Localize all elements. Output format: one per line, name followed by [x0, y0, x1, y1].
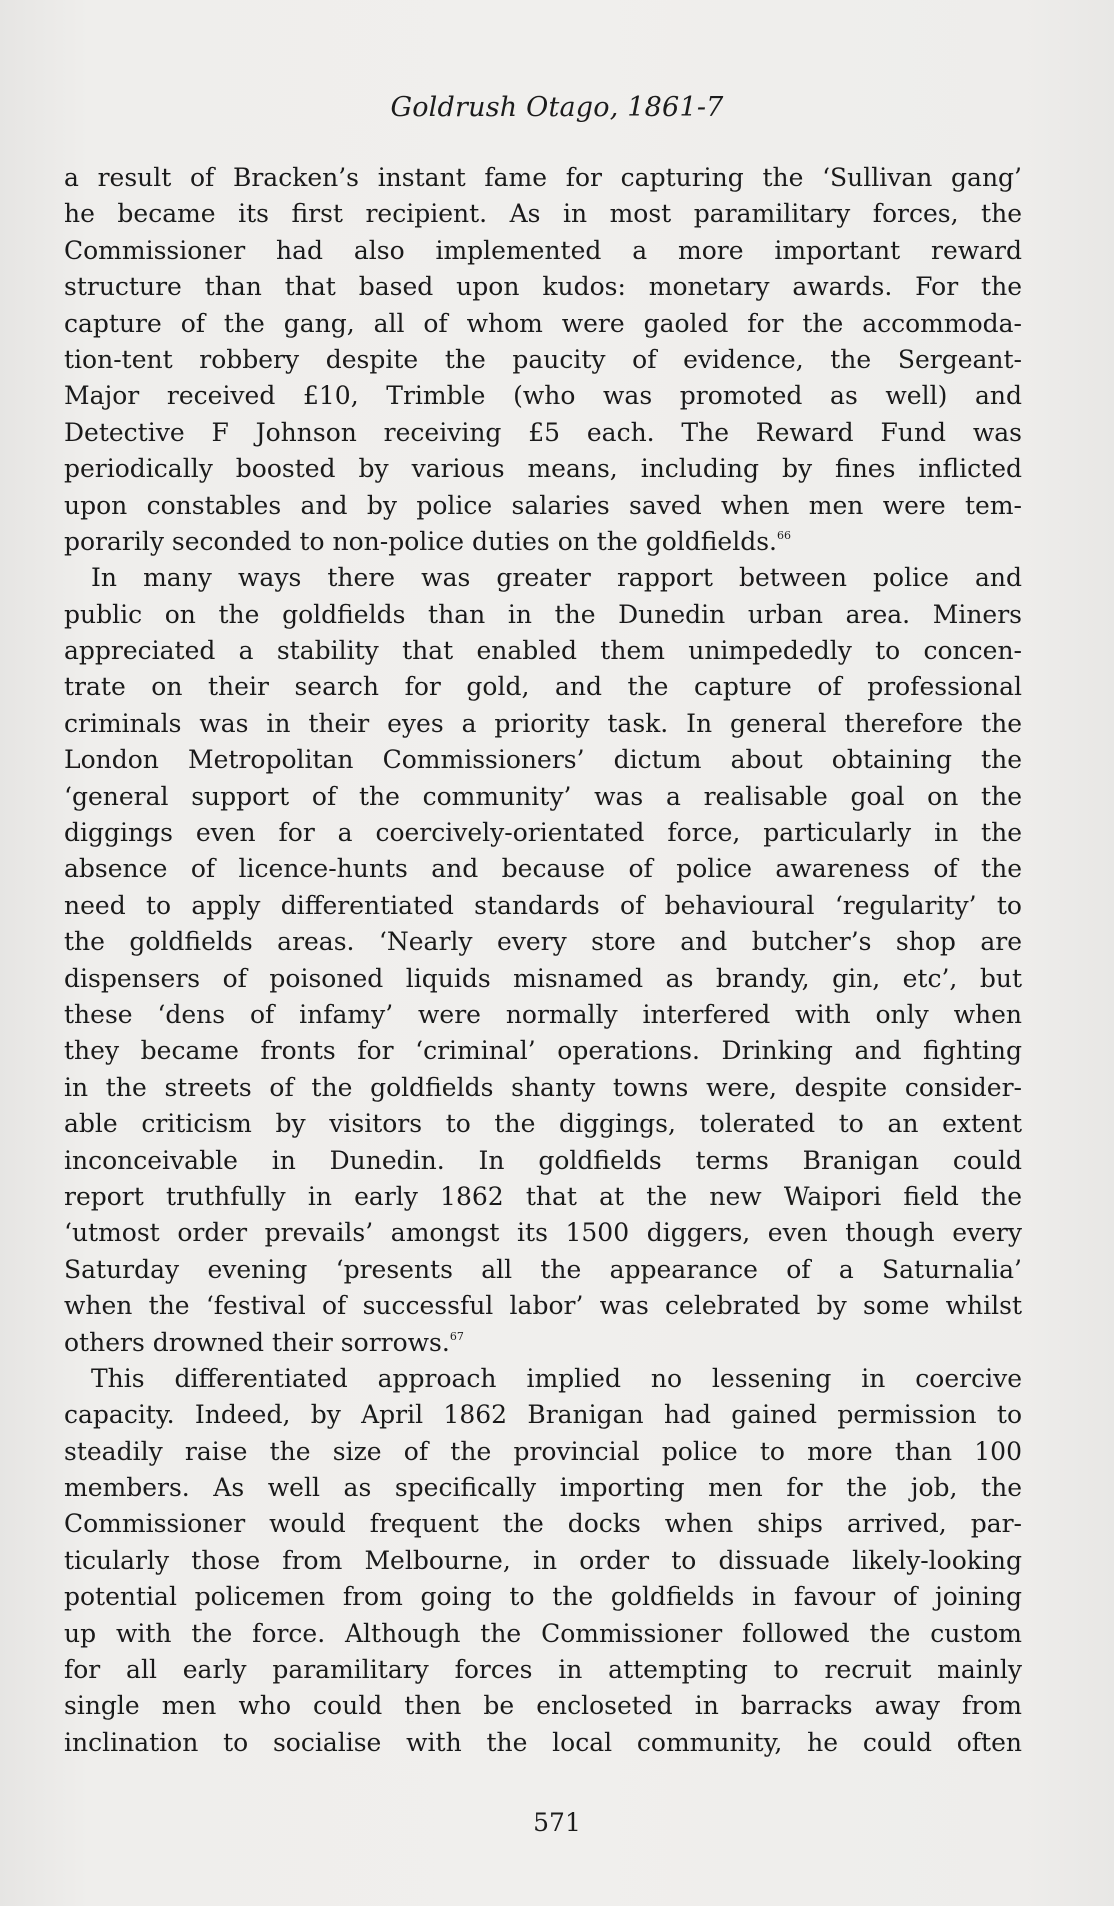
text-line: inclination to socialise with the local community, he could often: [64, 1727, 1022, 1757]
text-line: these ‘dens of infamy’ were normally interfered with only when: [64, 999, 1022, 1029]
text-line: single men who could then be encloseted in barracks away from: [64, 1691, 1022, 1721]
text-line: potential policemen from going to the goldfields in favour of joining: [64, 1582, 1022, 1612]
text-line: This differentiated approach implied no lessening in coercive: [91, 1363, 1022, 1393]
text-line: capture of the gang, all of whom were gaoled for the accommoda-: [64, 308, 1022, 338]
text-line: Commissioner would frequent the docks when ships arrived, par-: [64, 1509, 1022, 1539]
paragraph: [64, 1361, 1022, 1761]
text-line: ticularly those from Melbourne, in order to dissuade likely-looking: [64, 1545, 1022, 1575]
text-line: Saturday evening ‘presents all the appearance of a Saturnalia’: [64, 1254, 1022, 1284]
text-line: diggings even for a coercively-orientated force, particularly in the: [64, 818, 1022, 848]
text-line: members. As well as specifically importing men for the job, the: [64, 1473, 1022, 1503]
text-line: ‘utmost order prevails’ amongst its 1500 diggers, even though every: [64, 1218, 1022, 1248]
text-line: report truthfully in early 1862 that at the new Waipori field the: [64, 1181, 1022, 1211]
running-head: Goldrush Otago, 1861-7: [390, 92, 724, 123]
text-line-content: others drowned their sorrows.: [64, 1327, 450, 1357]
text-line: up with the force. Although the Commissioner followed the custom: [64, 1618, 1022, 1648]
text-line: when the ‘festival of successful labor’ was celebrated by some whilst: [64, 1291, 1022, 1321]
footnote-marker: 67: [449, 1329, 464, 1343]
text-line: trate on their search for gold, and the capture of professional: [64, 672, 1022, 702]
text-line: for all early paramilitary forces in attempting to recruit mainly: [64, 1655, 1022, 1685]
text-line: structure than that based upon kudos: monetary awards. For the: [64, 272, 1022, 302]
body-text: [64, 160, 1022, 1761]
text-line: they became fronts for ‘criminal’ operations. Drinking and fighting: [64, 1036, 1022, 1066]
text-line: need to apply differentiated standards of behavioural ‘regularity’ to: [64, 890, 1022, 920]
text-line: the goldfields areas. ‘Nearly every store and butcher’s shop are: [64, 927, 1022, 957]
text-line: able criticism by visitors to the diggings, tolerated to an extent: [64, 1109, 1022, 1139]
footnote-marker: 66: [777, 528, 791, 542]
text-line: capacity. Indeed, by April 1862 Branigan had gained permission to: [64, 1400, 1022, 1430]
text-line: steadily raise the size of the provincial police to more than 100: [64, 1436, 1022, 1466]
text-line-content: porarily seconded to non-police duties on the goldfields.: [64, 526, 777, 556]
paragraph: [64, 160, 1022, 560]
text-line: dispensers of poisoned liquids misnamed as brandy, gin, etc’, but: [64, 963, 1022, 993]
text-line: [64, 524, 1022, 560]
text-line: absence of licence-hunts and because of police awareness of the: [64, 854, 1022, 884]
text-line: in the streets of the goldfields shanty towns were, despite consider-: [64, 1072, 1022, 1102]
text-line: periodically boosted by various means, including by fines inflicted: [64, 454, 1022, 484]
text-line: a result of Bracken’s instant fame for capturing the ‘Sullivan gang’: [64, 163, 1022, 192]
text-line: he became its first recipient. As in most paramilitary forces, the: [64, 199, 1022, 229]
text-line: Detective F Johnson receiving £5 each. The Reward Fund was: [64, 417, 1022, 447]
text-line: appreciated a stability that enabled them unimpededly to concen-: [64, 636, 1022, 666]
text-line: public on the goldfields than in the Dunedin urban area. Miners: [64, 599, 1022, 629]
text-line: inconceivable in Dunedin. In goldfields terms Branigan could: [64, 1145, 1022, 1175]
text-line: Commissioner had also implemented a more important reward: [64, 235, 1022, 265]
text-line: [64, 1325, 1022, 1361]
paragraph: [64, 560, 1022, 1361]
text-line: London Metropolitan Commissioners’ dictum about obtaining the: [64, 745, 1022, 775]
text-line: Major received £10, Trimble (who was promoted as well) and: [64, 381, 1022, 411]
text-line: upon constables and by police salaries saved when men were tem-: [64, 490, 1022, 520]
text-line: ‘general support of the community’ was a realisable goal on the: [64, 781, 1022, 811]
text-line: criminals was in their eyes a priority task. In general therefore the: [64, 708, 1022, 738]
text-line: tion-tent robbery despite the paucity of evidence, the Sergeant-: [64, 344, 1022, 374]
page-number: 571: [533, 1808, 581, 1837]
text-line: In many ways there was greater rapport between police and: [91, 563, 1022, 593]
